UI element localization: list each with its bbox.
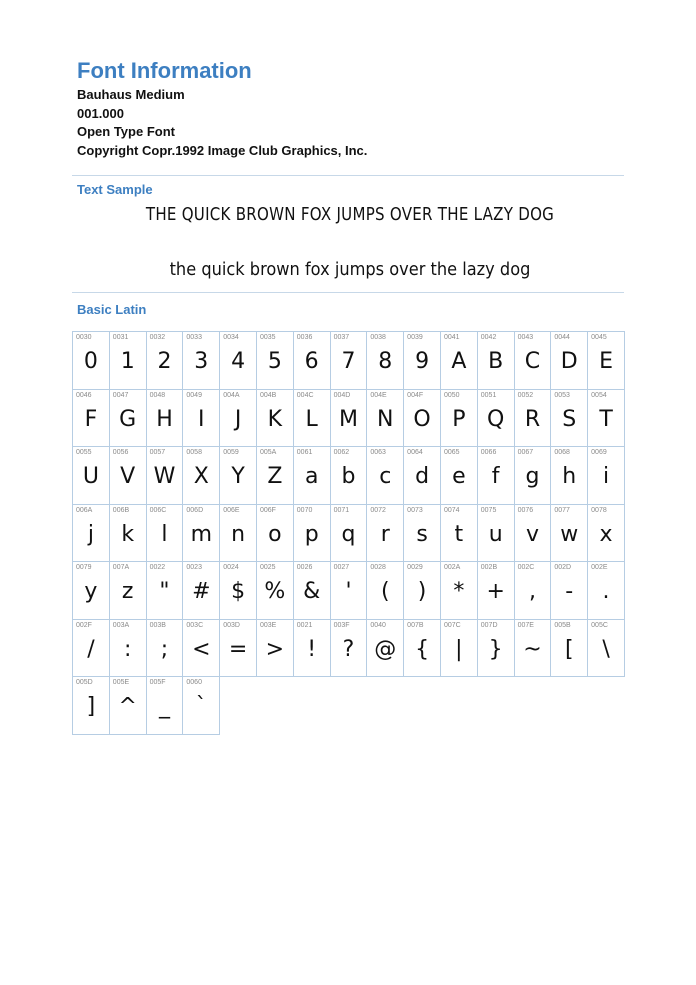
- glyph-cell: [73, 332, 110, 390]
- glyph-code: 0030: [76, 334, 92, 341]
- glyph-code: 0025: [259, 564, 276, 571]
- glyph-cell: [110, 332, 147, 390]
- uppercase-sample: THE QUICK BROWN FOX JUMPS OVER THE LAZY DOG: [145, 205, 555, 225]
- font-type: Open Type Font: [77, 124, 175, 139]
- glyph-code: 003C: [186, 621, 204, 629]
- glyph-character: 7: [341, 349, 356, 374]
- glyph-cell: [110, 620, 147, 678]
- glyph-cell: [331, 332, 368, 390]
- glyph-character: B: [488, 349, 504, 374]
- glyph-cell: [551, 620, 588, 678]
- glyph-code: 0049: [186, 391, 202, 399]
- glyph-code: 004F: [407, 391, 424, 399]
- glyph-cell: [110, 505, 147, 563]
- basic-latin-heading: Basic Latin: [77, 302, 147, 317]
- glyph-cell: [441, 447, 478, 505]
- glyph-character: *: [453, 579, 465, 604]
- glyph-cell: [441, 505, 478, 563]
- divider: [72, 292, 624, 293]
- glyph-character: X: [193, 464, 209, 489]
- glyph-code: 0044: [554, 334, 570, 341]
- glyph-code: 002B: [480, 564, 498, 571]
- glyph-cell: [257, 620, 294, 678]
- glyph-character: t: [454, 521, 464, 547]
- glyph-cell: [257, 562, 294, 620]
- glyph-cell: [220, 447, 257, 505]
- glyph-code: 0024: [223, 564, 239, 571]
- glyph-code: 0056: [112, 449, 129, 456]
- glyph-cell: [441, 562, 478, 620]
- glyph-character: ,: [528, 579, 536, 604]
- glyph-cell: [331, 562, 368, 620]
- glyph-cell: [478, 390, 515, 448]
- glyph-character: >: [265, 636, 285, 662]
- glyph-character: }: [488, 636, 503, 662]
- glyph-character: g: [525, 464, 540, 489]
- glyph-code: 0052: [517, 391, 534, 399]
- glyph-character: T: [599, 406, 613, 432]
- glyph-character: i: [602, 464, 610, 489]
- glyph-character: L: [305, 406, 318, 432]
- glyph-character: z: [121, 579, 134, 604]
- glyph-character: q: [341, 521, 356, 547]
- glyph-cell: [220, 562, 257, 620]
- glyph-code: 002F: [76, 621, 92, 629]
- glyph-character: 0: [83, 349, 98, 374]
- glyph-cell: [294, 562, 331, 620]
- glyph-code: 002E: [591, 564, 608, 571]
- glyph-code: 0037: [333, 334, 350, 341]
- glyph-code: 006B: [112, 506, 130, 514]
- glyph-cell: [331, 390, 368, 448]
- glyph-code: 003D: [223, 621, 240, 629]
- glyph-character: 8: [378, 349, 393, 374]
- page-title: Font Information: [77, 58, 252, 83]
- glyph-cell: [147, 677, 184, 735]
- glyph-cell: [73, 620, 110, 678]
- glyph-cell: [367, 505, 404, 563]
- glyph-cell: [147, 505, 184, 563]
- glyph-character: ": [159, 579, 170, 604]
- glyph-code: 0032: [149, 334, 166, 341]
- glyph-code: 0036: [296, 334, 313, 341]
- glyph-character: J: [234, 406, 242, 432]
- glyph-code: 0053: [554, 391, 570, 399]
- glyph-cell: [220, 505, 257, 563]
- glyph-code: 005F: [149, 679, 166, 686]
- glyph-cell: [551, 390, 588, 448]
- glyph-character: %: [264, 579, 286, 604]
- glyph-character: K: [267, 406, 283, 432]
- glyph-code: 0022: [149, 564, 166, 571]
- glyph-code: 0047: [112, 391, 129, 399]
- glyph-cell: [588, 620, 625, 678]
- glyph-cell: [515, 505, 552, 563]
- glyph-code: 007E: [517, 621, 534, 629]
- glyph-cell: [183, 447, 220, 505]
- glyph-character: `: [195, 694, 207, 719]
- glyph-character: v: [525, 521, 539, 547]
- glyph-cell: [588, 332, 625, 390]
- glyph-character: ~: [523, 636, 542, 662]
- glyph-code: 0055: [76, 449, 92, 456]
- glyph-cell: [110, 447, 147, 505]
- glyph-code: 0042: [480, 334, 497, 341]
- glyph-code: 004B: [259, 391, 277, 399]
- glyph-character: $: [231, 579, 246, 604]
- glyph-code: 0046: [76, 391, 92, 399]
- glyph-character: :: [123, 636, 132, 662]
- glyph-cell: [404, 447, 441, 505]
- glyph-cell: [147, 390, 184, 448]
- glyph-cell: [404, 562, 441, 620]
- glyph-character: ;: [160, 636, 169, 662]
- glyph-cell: [551, 562, 588, 620]
- glyph-cell: [73, 677, 110, 735]
- glyph-character: s: [416, 521, 428, 547]
- glyph-code: 0043: [517, 334, 534, 341]
- glyph-code: 004A: [223, 391, 240, 399]
- font-version: 001.000: [77, 105, 124, 121]
- glyph-code: 0023: [186, 564, 202, 571]
- glyph-code: 0078: [591, 506, 607, 514]
- glyph-character: .: [602, 579, 610, 604]
- glyph-character: W: [153, 464, 176, 489]
- glyph-grid: [72, 331, 625, 735]
- glyph-character: /: [87, 636, 95, 662]
- glyph-code: 0067: [517, 449, 534, 456]
- glyph-character: r: [380, 521, 390, 547]
- glyph-code: 007D: [480, 621, 498, 629]
- glyph-code: 0027: [333, 564, 350, 571]
- glyph-cell: [404, 390, 441, 448]
- glyph-character: G: [119, 406, 137, 432]
- glyph-character: 6: [304, 349, 319, 374]
- glyph-code: 0068: [554, 449, 570, 456]
- glyph-cell: [404, 332, 441, 390]
- glyph-cell: [515, 562, 552, 620]
- glyph-character: ?: [342, 636, 355, 662]
- glyph-character: e: [452, 464, 466, 489]
- glyph-cell: [551, 447, 588, 505]
- glyph-cell: [441, 332, 478, 390]
- glyph-character: j: [87, 521, 94, 547]
- glyph-character: [: [564, 636, 574, 662]
- glyph-code: 0026: [296, 564, 313, 571]
- glyph-character: 5: [267, 349, 282, 374]
- glyph-character: f: [491, 464, 500, 489]
- glyph-code: 004E: [370, 391, 387, 399]
- glyph-cell: [183, 332, 220, 390]
- glyph-cell: [110, 390, 147, 448]
- glyph-code: 0057: [149, 449, 166, 456]
- glyph-cell: [73, 447, 110, 505]
- glyph-code: 0063: [370, 449, 386, 456]
- glyph-character: P: [452, 406, 466, 432]
- glyph-character: \: [602, 636, 610, 662]
- glyph-cell: [73, 505, 110, 563]
- glyph-character: {: [415, 636, 430, 662]
- glyph-cell: [331, 447, 368, 505]
- glyph-character: R: [524, 406, 541, 432]
- glyph-cell: [147, 447, 184, 505]
- glyph-character: a: [304, 464, 319, 489]
- glyph-code: 0060: [186, 679, 202, 686]
- glyph-code: 005C: [591, 621, 608, 629]
- glyph-code: 0034: [223, 334, 239, 341]
- glyph-character: E: [599, 349, 613, 374]
- glyph-character: (: [380, 579, 390, 604]
- glyph-character: m: [190, 521, 212, 547]
- glyph-code: 0070: [296, 506, 313, 514]
- glyph-code: 0050: [443, 391, 460, 399]
- glyph-code: 006A: [76, 506, 93, 514]
- glyph-cell: [73, 390, 110, 448]
- glyph-character: <: [192, 636, 211, 662]
- glyph-character: Y: [231, 464, 245, 489]
- glyph-code: 0062: [333, 449, 350, 456]
- font-name: Bauhaus Medium: [77, 87, 185, 102]
- glyph-cell: [220, 332, 257, 390]
- glyph-character: ': [345, 579, 352, 604]
- glyph-code: 002C: [517, 564, 535, 571]
- glyph-code: 0072: [370, 506, 386, 514]
- glyph-character: d: [415, 464, 430, 489]
- glyph-character: =: [228, 636, 248, 662]
- glyph-character: y: [84, 579, 98, 604]
- glyph-code: 0071: [333, 506, 350, 514]
- glyph-code: 007B: [407, 621, 424, 629]
- glyph-cell: [478, 332, 515, 390]
- glyph-cell: [515, 447, 552, 505]
- glyph-code: 004C: [296, 391, 314, 399]
- glyph-cell: [367, 447, 404, 505]
- glyph-code: 0074: [443, 506, 460, 514]
- glyph-code: 006E: [223, 506, 240, 514]
- glyph-code: 0048: [149, 391, 166, 399]
- font-info-page: [77, 56, 623, 735]
- glyph-character: 3: [194, 349, 209, 374]
- font-copyright: Copyright Copr.1992 Image Club Graphics, Inc.: [77, 142, 368, 158]
- glyph-character: N: [377, 406, 394, 432]
- glyph-character: l: [161, 521, 168, 547]
- glyph-cell: [147, 332, 184, 390]
- glyph-code: 004D: [333, 391, 351, 399]
- glyph-character: c: [379, 464, 392, 489]
- glyph-character: -: [565, 579, 574, 604]
- glyph-cell: [588, 562, 625, 620]
- glyph-code: 003A: [112, 621, 130, 629]
- glyph-character: C: [524, 349, 541, 374]
- glyph-code: 0029: [407, 564, 423, 571]
- glyph-character: #: [192, 579, 211, 604]
- glyph-code: 0033: [186, 334, 202, 341]
- glyph-cell: [147, 620, 184, 678]
- glyph-character: |: [455, 636, 463, 662]
- glyph-cell: [551, 505, 588, 563]
- glyph-cell: [367, 332, 404, 390]
- glyph-code: 0035: [259, 334, 276, 341]
- glyph-cell: [183, 505, 220, 563]
- glyph-cell: [220, 390, 257, 448]
- glyph-cell: [110, 562, 147, 620]
- glyph-code: 005D: [76, 679, 93, 686]
- glyph-code: 0051: [480, 391, 497, 399]
- glyph-character: k: [121, 521, 135, 547]
- glyph-cell: [73, 562, 110, 620]
- glyph-character: n: [231, 521, 246, 547]
- glyph-character: p: [304, 521, 319, 547]
- glyph-cell: [331, 620, 368, 678]
- glyph-character: M: [338, 406, 358, 432]
- glyph-code: 0040: [370, 621, 386, 629]
- glyph-character: 9: [415, 349, 430, 374]
- glyph-cell: [183, 562, 220, 620]
- glyph-character: u: [488, 521, 503, 547]
- glyph-cell: [257, 332, 294, 390]
- glyph-code: 0079: [76, 564, 92, 571]
- glyph-cell: [257, 447, 294, 505]
- text-sample-heading: Text Sample: [77, 182, 153, 197]
- glyph-character: O: [413, 406, 431, 432]
- glyph-cell: [294, 332, 331, 390]
- glyph-character: ]: [86, 694, 96, 719]
- glyph-cell: [404, 505, 441, 563]
- glyph-cell: [478, 562, 515, 620]
- glyph-code: 0039: [407, 334, 423, 341]
- glyph-character: w: [560, 521, 579, 547]
- glyph-character: 4: [231, 349, 246, 374]
- glyph-code: 0061: [296, 449, 313, 456]
- glyph-character: ): [417, 579, 427, 604]
- glyph-code: 005B: [554, 621, 571, 629]
- glyph-code: 0077: [554, 506, 570, 514]
- glyph-character: I: [198, 406, 205, 432]
- glyph-cell: [441, 390, 478, 448]
- glyph-character: Q: [487, 406, 505, 432]
- glyph-cell: [588, 447, 625, 505]
- glyph-cell: [147, 562, 184, 620]
- glyph-code: 007A: [112, 564, 130, 571]
- glyph-character: D: [560, 349, 578, 374]
- glyph-character: U: [82, 464, 99, 489]
- glyph-code: 003B: [149, 621, 166, 629]
- glyph-character: F: [84, 406, 98, 432]
- glyph-cell: [588, 505, 625, 563]
- glyph-code: 0054: [591, 391, 607, 399]
- glyph-code: 002D: [554, 564, 572, 571]
- glyph-code: 003E: [259, 621, 277, 629]
- glyph-character: S: [562, 406, 577, 432]
- glyph-character: _: [158, 694, 170, 719]
- glyph-character: b: [341, 464, 356, 489]
- glyph-code: 0031: [112, 334, 129, 341]
- glyph-character: V: [120, 464, 136, 489]
- glyph-character: h: [562, 464, 577, 489]
- glyph-cell: [294, 447, 331, 505]
- glyph-cell: [478, 447, 515, 505]
- glyph-cell: [551, 332, 588, 390]
- glyph-code: 0066: [480, 449, 497, 456]
- glyph-cell: [257, 505, 294, 563]
- glyph-cell: [331, 505, 368, 563]
- glyph-code: 005E: [112, 679, 130, 686]
- divider: [72, 175, 624, 176]
- glyph-code: 0058: [186, 449, 202, 456]
- glyph-code: 0059: [223, 449, 239, 456]
- glyph-cell: [478, 505, 515, 563]
- glyph-character: x: [599, 521, 613, 547]
- glyph-cell: [294, 620, 331, 678]
- glyph-cell: [110, 677, 147, 735]
- glyph-cell: [441, 620, 478, 678]
- glyph-character: H: [156, 406, 173, 432]
- glyph-code: 0076: [517, 506, 534, 514]
- glyph-cell: [294, 390, 331, 448]
- glyph-code: 0045: [591, 334, 607, 341]
- glyph-cell: [183, 390, 220, 448]
- glyph-code: 006F: [259, 506, 276, 514]
- glyph-character: @: [374, 636, 397, 662]
- glyph-cell: [294, 505, 331, 563]
- glyph-character: ^: [118, 694, 137, 719]
- glyph-cell: [367, 390, 404, 448]
- glyph-cell: [367, 562, 404, 620]
- glyph-code: 0065: [443, 449, 460, 456]
- glyph-code: 002A: [443, 564, 461, 571]
- glyph-code: 0064: [407, 449, 423, 456]
- glyph-cell: [515, 332, 552, 390]
- glyph-cell: [183, 677, 220, 735]
- glyph-code: 0041: [443, 334, 460, 341]
- lowercase-sample: the quick brown fox jumps over the lazy dog: [169, 259, 531, 280]
- glyph-code: 0073: [407, 506, 423, 514]
- glyph-cell: [515, 620, 552, 678]
- glyph-code: 003F: [333, 621, 350, 629]
- glyph-character: +: [486, 579, 505, 604]
- glyph-code: 0069: [591, 449, 607, 456]
- glyph-character: &: [303, 579, 321, 604]
- glyph-code: 005A: [259, 449, 277, 456]
- glyph-cell: [478, 620, 515, 678]
- glyph-code: 006C: [149, 506, 167, 514]
- glyph-code: 0028: [370, 564, 386, 571]
- glyph-character: 1: [120, 349, 135, 374]
- glyph-cell: [367, 620, 404, 678]
- glyph-character: o: [268, 521, 282, 547]
- glyph-code: 0038: [370, 334, 386, 341]
- glyph-cell: [183, 620, 220, 678]
- glyph-cell: [257, 390, 294, 448]
- glyph-character: A: [451, 349, 467, 374]
- glyph-cell: [515, 390, 552, 448]
- glyph-character: 2: [157, 349, 172, 374]
- glyph-character: !: [307, 636, 317, 662]
- glyph-cell: [404, 620, 441, 678]
- glyph-code: 006D: [186, 506, 204, 514]
- glyph-cell: [588, 390, 625, 448]
- glyph-code: 0075: [480, 506, 497, 514]
- glyph-code: 0021: [296, 621, 313, 629]
- glyph-character: Z: [267, 464, 283, 489]
- glyph-cell: [220, 620, 257, 678]
- glyph-code: 007C: [443, 621, 461, 629]
